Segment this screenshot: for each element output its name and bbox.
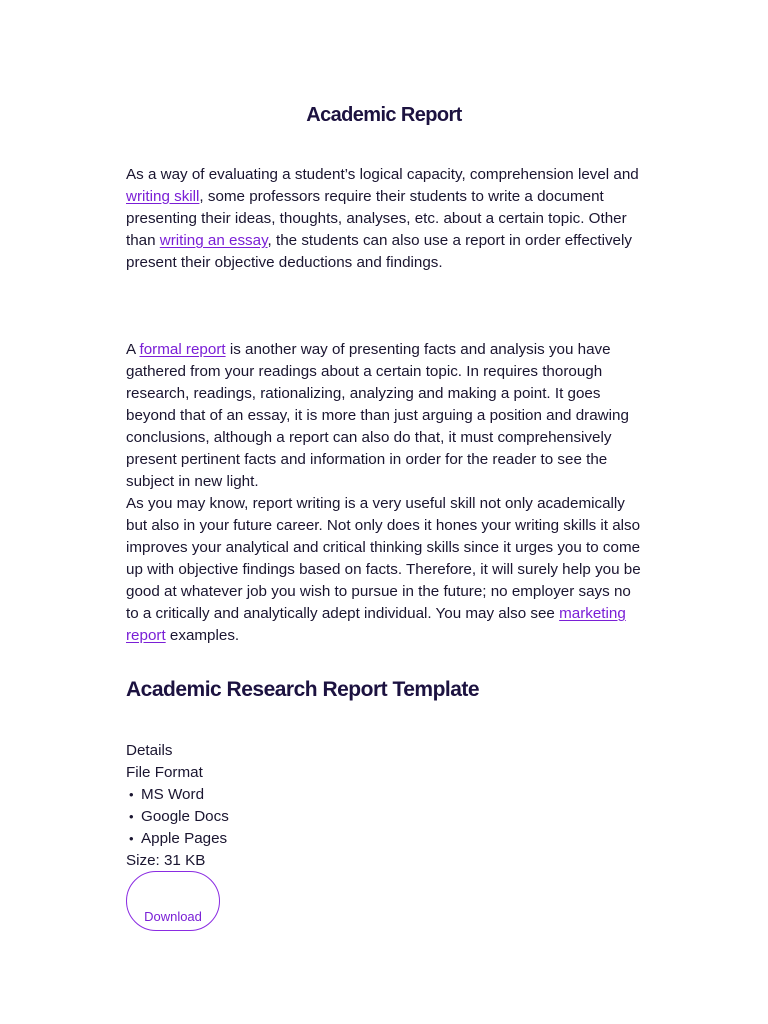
marketing-report-link[interactable]: marketing report	[126, 605, 626, 644]
file-format-item: • Google Docs	[126, 806, 229, 828]
report-writing-text-1: As you may know, report writing is a very useful skill not only academically but also in your future career. Not only does it hones your writing skills it also improves your analytical and critical thinking skills since it urges you to come up with objective findings based on facts. Therefore, it will surely help you be good at whatever job you wish to pursue in the future; no employer says no to a critically and analytically adept individual. You may also see	[126, 495, 641, 622]
file-format-label: File Format	[126, 764, 203, 781]
file-format-item: • MS Word	[126, 784, 229, 806]
intro-paragraph	[126, 164, 646, 274]
intro-text-3: , the students can also use a report in order effectively present their objective deductions and findings.	[126, 232, 632, 271]
file-format-list	[126, 784, 229, 850]
intro-text-2: , some professors require their students to write a document presenting their ideas, thoughts, analyses, etc. about a certain topic. Other than	[126, 188, 627, 249]
report-writing-text-2: examples.	[165, 627, 240, 644]
template-section-heading: Academic Research Report Template	[126, 678, 480, 701]
intro-text-1: As a way of evaluating a student’s logical capacity, comprehension level and	[126, 166, 639, 183]
formal-report-text-2: is another way of presenting facts and analysis you have gathered from your readings about a certain topic. In requires thorough research, readings, rationalizing, analyzing and making a point. It goes beyond that of an essay, it is more than just arguing a position and drawing conclusions, although a report can also do that, it must comprehensively present pertinent facts and information in order for the reader to see the subject in new light.	[126, 341, 629, 490]
formal-report-link[interactable]: formal report	[139, 341, 226, 358]
details-label: Details	[126, 742, 173, 759]
document-title: Academic Report	[306, 104, 462, 126]
download-button[interactable]: Download	[126, 871, 220, 931]
formal-report-text-1: A	[126, 341, 140, 358]
template-details	[126, 740, 229, 872]
formal-report-paragraph	[126, 339, 646, 493]
writing-skill-link[interactable]: writing skill	[126, 188, 200, 205]
file-size: Size: 31 KB	[126, 852, 206, 869]
writing-an-essay-link[interactable]: writing an essay	[159, 232, 268, 249]
file-format-item: • Apple Pages	[126, 828, 229, 850]
report-writing-paragraph	[126, 493, 646, 647]
